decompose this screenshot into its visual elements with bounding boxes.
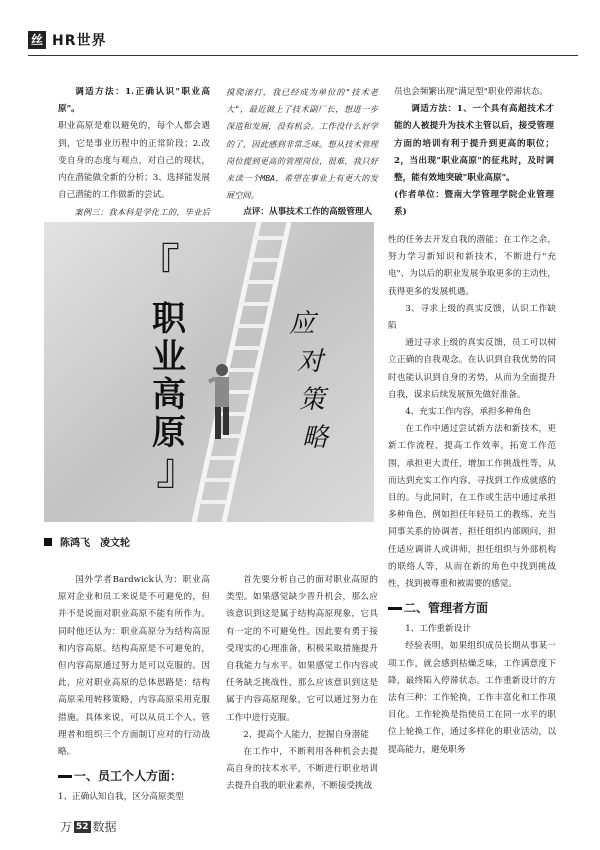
subtitle-char-1: 应 xyxy=(289,309,316,339)
magazine-logo-icon: 丝 xyxy=(28,31,46,49)
subtitle-char-4: 略 xyxy=(302,423,329,453)
paragraph: (作者单位：暨南大学管理学院企业管理系) xyxy=(394,190,554,218)
heading-bar-icon xyxy=(58,775,72,778)
paragraph: 1、正确认知自我，区分高原类型 xyxy=(58,792,184,803)
bottom-column-2 xyxy=(226,572,378,796)
paragraph: 点评：从事技术工作的高级管理人 xyxy=(243,207,373,218)
title-char-3: 高 xyxy=(152,375,186,415)
authors-line xyxy=(44,534,130,549)
paragraph: 案例三：我本科是学化工的，毕业后 xyxy=(74,207,210,218)
page-header xyxy=(28,28,107,52)
top-column-1 xyxy=(58,84,210,239)
section-2-heading: 二、管理者方面 xyxy=(388,599,556,617)
title-bracket-close: 』 xyxy=(156,444,200,495)
title-char-1: 职 xyxy=(152,299,186,339)
paragraph: 摸爬滚打，我已经成为单位的"技术老大"，最近做上了技术副厂长，想进一步深造和发展，没有机会。工作没什么好学的了，因此感到非常乏味。想从技术管理岗位提到更高的管理岗位，很难，我只好来读一个MBA，希望在事业上有更大的发展空间。 xyxy=(226,87,378,201)
paragraph: 国外学者Bardwick认为：职业高原对企业和员工来说是不可避免的，但并不是说面对职业高原不能有所作为。同时他还认为：职业高原分为结构高原和内容高原。结构高原是不可避免的，但内容高原通过努力是可以克服的。因此，应对职业高原的总体思路是：结构高原采用转移策略，内容高原采用克服措施。具体来说，可以从员工个人、管理者和组织三个方面制订应对的行动战略。 xyxy=(58,575,210,758)
paragraph: 首先要分析自己的面对职业高原的类型。如果感觉缺少晋升机会，那么应该意识到这是属于结构高原现象，它具有一定的不可避免性。因此要有勇于接受现实的心理准备，积极采取措施提升自我能力与水平。如果感觉工作内容或任务缺乏挑战性，那么应该意识到这是属于内容高原现象，它可以通过努力在工作中进行克服。 xyxy=(226,575,378,723)
paragraph: 2、提高个人能力，挖掘自身潜能 xyxy=(243,729,369,740)
title-bracket-open: 『 xyxy=(136,240,180,291)
bullet-square-icon xyxy=(44,538,52,546)
footer-brand-left: 万 xyxy=(60,820,73,834)
page-number-badge: 52 xyxy=(76,821,89,832)
title-char-2: 业 xyxy=(152,337,186,377)
paragraph: 职业高原是难以避免的，每个人都会遇到，它是事业历程中的正常阶段；2.改变自身的态度与观点，对自己的现状，内在潜能做全新的分析；3、选择能发展自己潜能的工作做新的尝试。 xyxy=(58,121,210,201)
paragraph: 在工作中，不断利用各种机会去提高自身的技术水平，不断进行职业培训去提升自我的职业素养，不断接受挑战 xyxy=(226,747,378,792)
paragraph: 性的任务去开发自我的潜能；在工作之余，努力学习新知识和新技术，不断进行"充电"、为以后的职业发展争取更多的主动性，获得更多的发展机遇。 xyxy=(388,235,556,297)
subtitle-char-3: 策 xyxy=(299,385,326,415)
feature-photo xyxy=(44,222,374,522)
title-char-4: 原 xyxy=(152,413,186,453)
paragraph: 调适方法：1、一个具有高超技术才能的人被提升为技术主管以后，接受管理方面的培训有利于提升到更高的职位；2，当出现"职业高原"的征兆时，及时调整，能有效地突破"职业高原"。 xyxy=(394,104,554,184)
author-names: 陈鸿飞 凌文轮 xyxy=(60,538,130,549)
paragraph: 3、寻求上级的真实反馈，认识工作缺陷 xyxy=(388,303,556,332)
top-column-2 xyxy=(226,84,378,222)
ladder-illustration xyxy=(44,222,374,522)
page-footer xyxy=(60,818,117,835)
paragraph: 4、充实工作内容，承担多种角色 xyxy=(405,407,531,418)
paragraph: 在工作中通过尝试新方法和新技术，更新工作流程，提高工作效率，拓宽工作范围，承担更大责任，增加工作挑战性等，从而达到充实工作内容，寻找到工作成就感的目的。与此同时，在工作或生活中通过承担多种角色，例如担任年轻员工的教练、充当同事关系的协调者，担任组织内部顾问，担任适应调讲人或讲师，担任组织与外部机构的联络人等，从而在新的角色中找到挑战性，找到被尊重和被需要的感觉。 xyxy=(388,424,556,590)
section-1-heading: 一、员工个人方面： xyxy=(58,767,210,785)
top-column-3 xyxy=(394,84,554,222)
paragraph: 经验表明，如果组织成员长期从事某一项工作，就会感到枯燥乏味，工作满意度下降，最终陷入停滞状态。工作重新设计的方法有三种：工作轮换，工作丰富化和工作项目化。工作轮换是指使员工在同一水平的职位上轮换工作，通过多样化的职业活动，以提高能力，避免职务 xyxy=(388,641,556,755)
footer-brand-right: 数据 xyxy=(92,820,117,834)
subtitle-char-2: 对 xyxy=(297,347,324,377)
paragraph: 员也会频繁出现"满足型"职业停滞状态。 xyxy=(394,87,549,97)
bottom-column-1 xyxy=(58,572,210,806)
heading-bar-icon xyxy=(388,607,402,610)
section-title: HR世界 xyxy=(52,33,107,49)
header-divider xyxy=(28,55,578,56)
paragraph: 1、工作重新设计 xyxy=(405,624,471,635)
paragraph: 通过寻求上级的真实反馈，员工可以树立正确的自我观念。在认识到自我优势的同时也能认识到自身的劣势，从而为全面提升自我，谋求后续发展预先做好准备。 xyxy=(388,338,556,400)
paragraph: 调适方法：1.正确认识"职业高原"。 xyxy=(58,87,210,115)
right-column xyxy=(388,232,556,759)
